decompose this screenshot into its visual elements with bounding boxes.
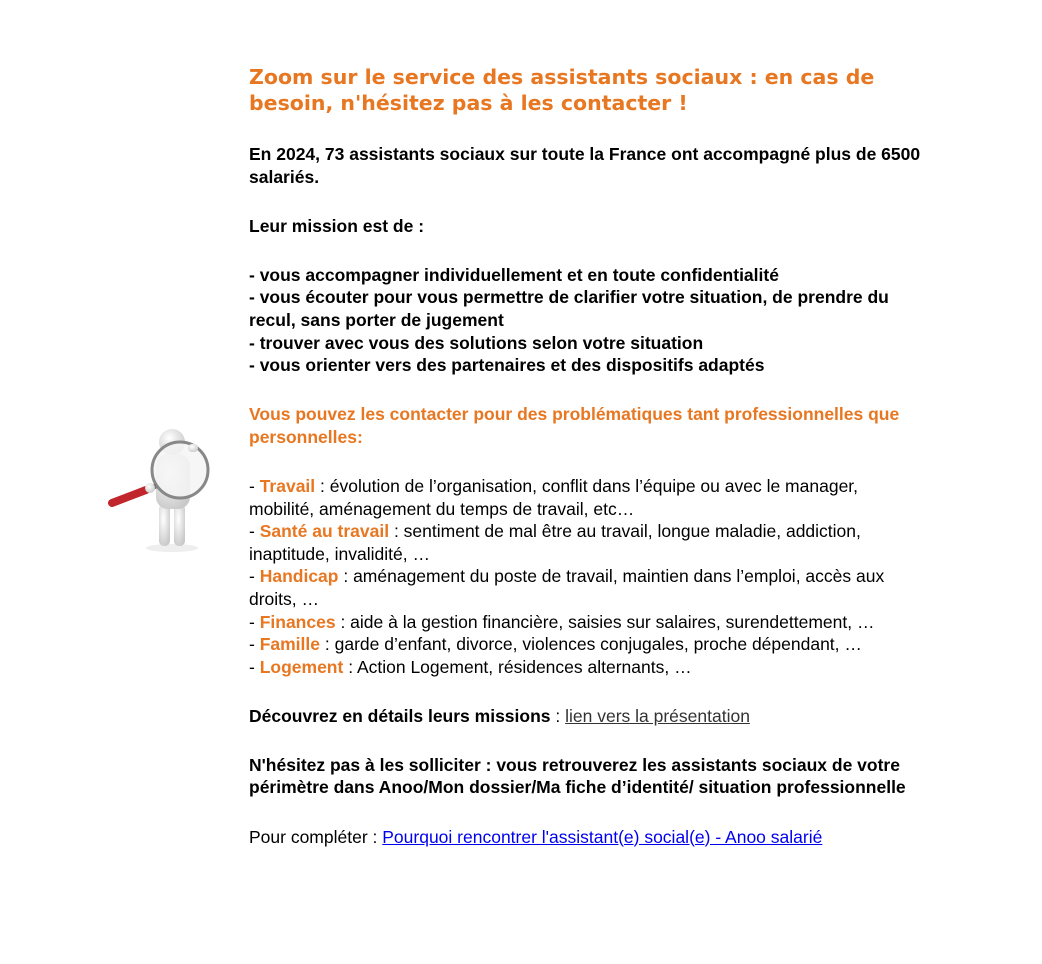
discover-line [249, 705, 921, 728]
solicit-text: N'hésitez pas à les solliciter : vous retrouverez les assistants sociaux de votre périmètre dans Anoo/Mon dossier/Ma fiche d’identité/ situation professionnelle [249, 754, 906, 798]
discover-text: Découvrez en détails leurs missions [249, 705, 551, 726]
topic-text: : aménagement du poste de travail, maintien dans l’emploi, accès aux droits, … [249, 566, 885, 609]
topic-text: : sentiment de mal être au travail, longue maladie, addiction, inaptitude, invalidité, … [249, 521, 861, 564]
page-title: Zoom sur le service des assistants sociaux : en cas de besoin, n'hésitez pas à les contacter ! [249, 65, 875, 115]
separator: : [550, 705, 566, 726]
mission-heading: Leur mission est de : [249, 215, 425, 236]
topic-text: : Action Logement, résidences alternants, … [343, 656, 692, 677]
mission-item: - vous accompagner individuellement et en toute confidentialité [249, 264, 779, 285]
topic-label: Santé au travail [259, 521, 390, 542]
contact-heading: Vous pouvez les contacter pour des problématiques tant professionnelles que personnelles: [249, 404, 900, 447]
intro-text: En 2024, 73 assistants sociaux sur toute la France ont accompagné plus de 6500 salariés. [249, 144, 921, 187]
article [249, 64, 921, 875]
presentation-link[interactable]: lien vers la présentation [565, 705, 750, 726]
anoo-salarie-link[interactable]: Pourquoi rencontrer l'assistant(e) social(e) - Anoo salarié [382, 826, 823, 847]
topic-text: : aide à la gestion financière, saisies sur salaires, surendettement, … [335, 611, 875, 632]
topic-label: Famille [259, 634, 321, 655]
topic-label: Handicap [259, 566, 339, 587]
topic-text: : évolution de l’organisation, conflit dans l’équipe ou avec le manager, mobilité, aménagement du temps de travail, etc… [249, 475, 859, 519]
magnifier-person-illustration [104, 424, 219, 554]
mission-list [249, 264, 921, 377]
mission-item: - trouver avec vous des solutions selon votre situation [249, 332, 704, 353]
mission-item: - vous écouter pour vous permettre de clarifier votre situation, de prendre du recul, sans porter de jugement [249, 287, 889, 330]
topic-label: Finances [259, 611, 336, 632]
topic-label: Logement [259, 656, 344, 677]
topic-list: - Travail : évolution de l’organisation, conflit dans l’équipe ou avec le manager, mobilité, aménagement du temps de travail, etc… - Santé au travail : sentiment de mal être au travail, longue maladie, addiction, inaptitude, invalidité, … - Handicap : aménagement du poste de travail, maintien dans l’emploi, accès aux droits, … - Finances : aide à la gestion financière, saisies sur salaires, surendettement, … - Famille : garde d’enfant, divorce, violences conjugales, proche dépendant, … - Logement : Action Logement, résidences alternants, … [249, 475, 885, 677]
complete-text: Pour compléter : [249, 826, 383, 847]
mission-item: - vous orienter vers des partenaires et des dispositifs adaptés [249, 355, 765, 376]
complete-line [249, 826, 921, 849]
topic-text: : garde d’enfant, divorce, violences conjugales, proche dépendant, … [320, 634, 862, 655]
topic-label: Travail [259, 475, 316, 496]
